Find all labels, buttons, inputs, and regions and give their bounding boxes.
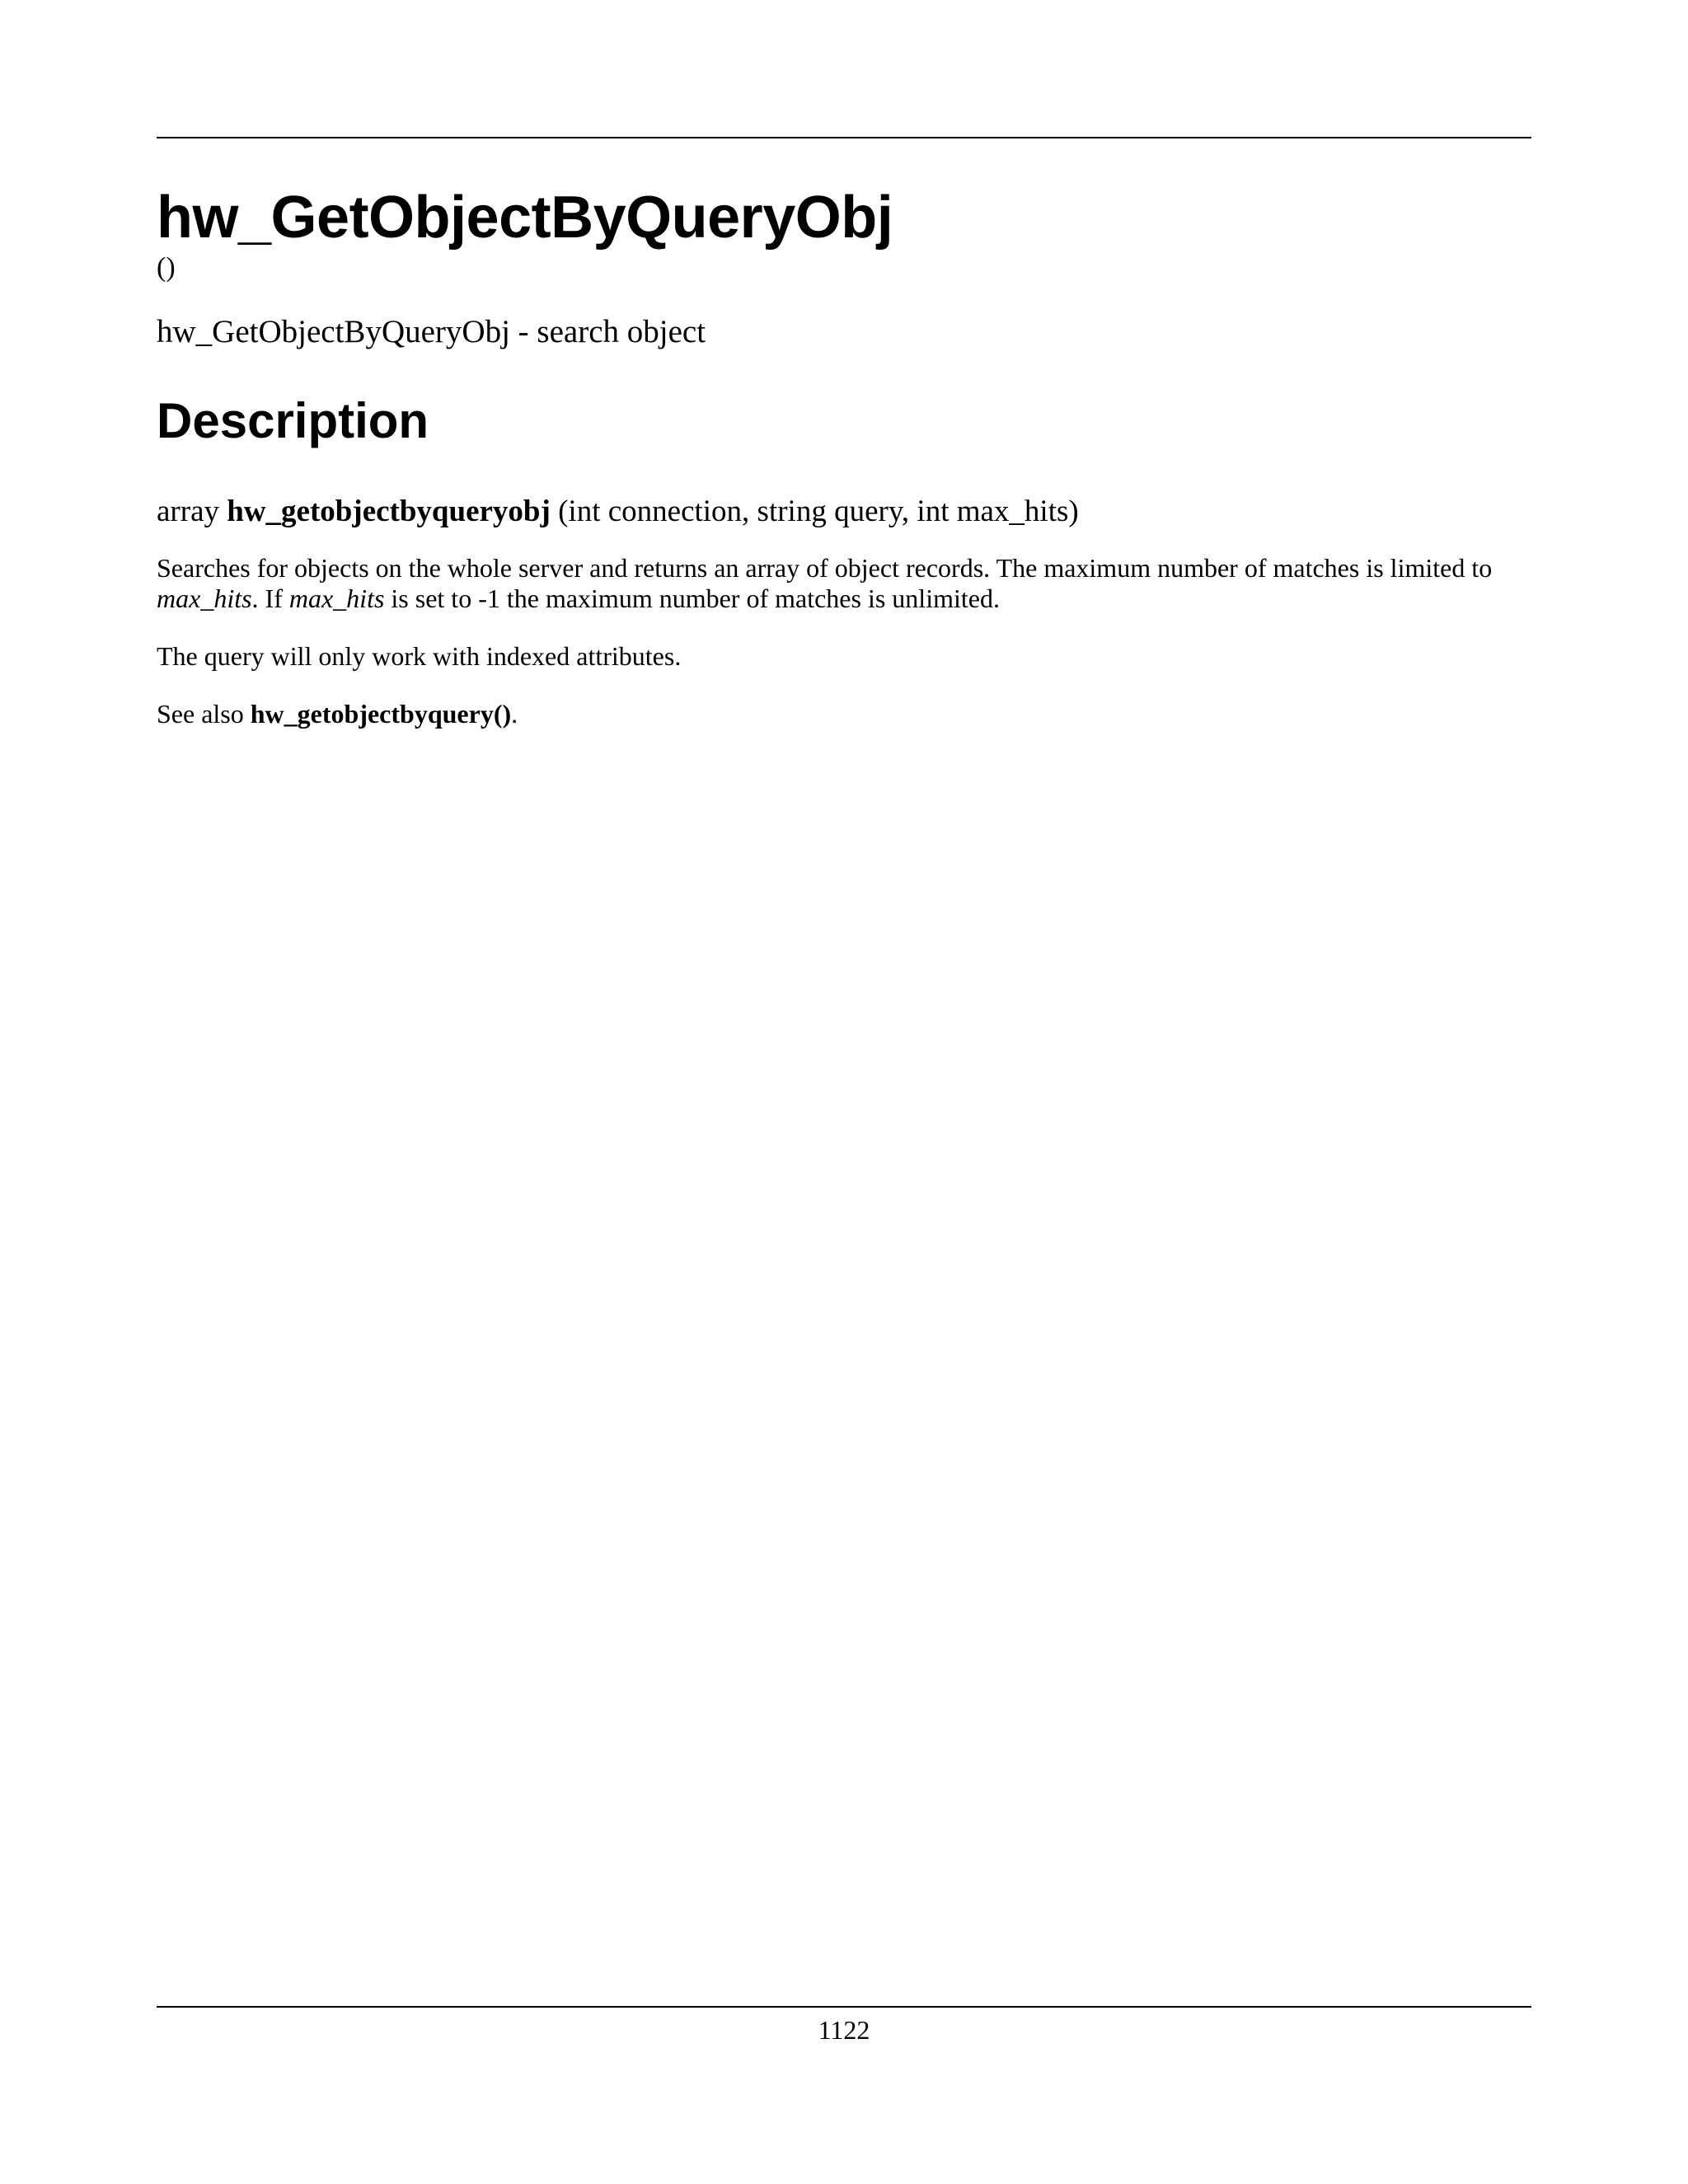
function-name: hw_getobjectbyqueryobj	[227, 494, 551, 528]
para1-text-c: is set to -1 the maximum number of matches is unlimited.	[384, 583, 1000, 614]
return-type: array	[157, 494, 219, 528]
param-max-hits: max_hits	[157, 583, 252, 614]
para1-text-a: Searches for objects on the whole server and returns an array of object records. The maximum number of matches is limited to	[157, 553, 1493, 583]
page-title: hw_GetObjectByQueryObj	[157, 185, 893, 251]
see-also-label: See also	[157, 699, 251, 729]
section-heading-description: Description	[157, 392, 429, 448]
para1-text-b: . If	[251, 583, 289, 614]
description-paragraph-1	[157, 553, 1531, 614]
page-content	[157, 185, 1531, 729]
see-also-link[interactable]: hw_getobjectbyquery()	[250, 699, 512, 729]
title-parens: ()	[157, 252, 176, 283]
description-paragraph-2: The query will only work with indexed attributes.	[157, 641, 682, 672]
footer-rule	[157, 2006, 1531, 2008]
see-also-paragraph	[157, 699, 1531, 729]
function-synopsis	[157, 494, 1531, 530]
see-also-period: .	[511, 699, 518, 729]
header-rule	[157, 137, 1531, 138]
page-number: 1122	[818, 2015, 870, 2045]
refpurpose-line	[157, 313, 1531, 352]
refpurpose-separator: -	[509, 314, 537, 349]
function-params: (int connection, string query, int max_hits)	[558, 494, 1079, 528]
refname: hw_GetObjectByQueryObj	[157, 314, 510, 349]
param-max-hits: max_hits	[288, 583, 385, 614]
refpurpose-text: search object	[537, 314, 706, 349]
